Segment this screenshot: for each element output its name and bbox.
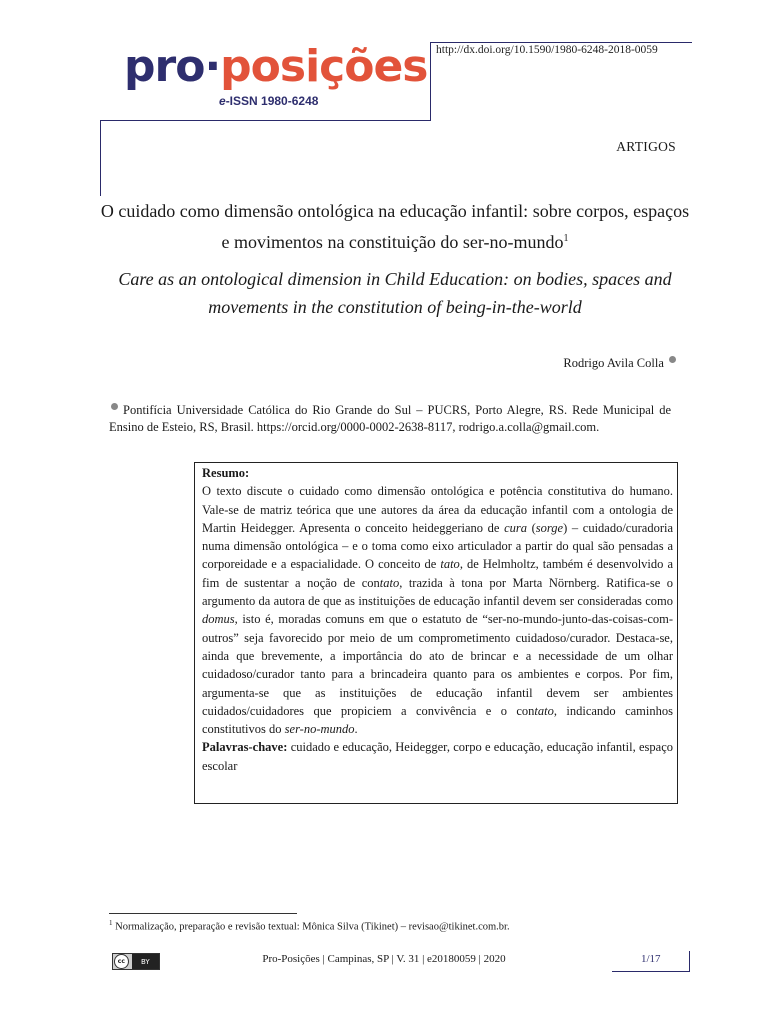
abstract-term-ser-no-mundo: ser-no-mundo bbox=[284, 722, 355, 737]
abstract-term-domus: domus bbox=[202, 612, 235, 627]
page-footer: Pro-Posições | Campinas, SP | V. 31 | e20180059 | 2020 bbox=[262, 953, 506, 965]
abstract-box bbox=[194, 462, 678, 804]
abstract-term-tato: tato bbox=[440, 557, 460, 572]
author bbox=[563, 356, 676, 371]
header-divider-vertical bbox=[430, 42, 431, 121]
issn-number: -ISSN 1980-6248 bbox=[225, 94, 319, 108]
header-divider-left bbox=[100, 120, 101, 196]
keywords-label: Palavras-chave: bbox=[202, 740, 288, 755]
orcid-icon[interactable] bbox=[669, 356, 676, 363]
cc-text: cc bbox=[117, 958, 125, 965]
abstract-seg: O texto discute o cuidado como dimensão ontológica e potência constitutiva do humano. Vale-se de matriz teórica que une autores da área da educação infantil com a ontologia de Martin Heidegger. Apresenta o conceito heideggeriano de bbox=[202, 484, 673, 535]
abstract-term-contato: tato bbox=[534, 703, 554, 718]
abstract-seg: . bbox=[354, 722, 358, 737]
abstract-seg: ( bbox=[526, 520, 536, 535]
abstract-text bbox=[202, 482, 673, 738]
abstract-seg: , trazida à tona por Marta Nörnberg. Ratifica-se o argumento da autora de que as instituições de educação infantil devem ser consideradas como bbox=[202, 575, 673, 609]
affiliation-text: Pontifícia Universidade Católica do Rio Grande do Sul – PUCRS, Porto Alegre, RS. Rede Municipal de Ensino de Esteio, RS, Brasil. https://orcid.org/0000-0002-2638-8117, rodrigo.a.colla@gmail.com. bbox=[109, 403, 672, 434]
abstract-label: Resumo: bbox=[202, 466, 250, 480]
title-english: Care as an ontological dimension in Child Education: on bodies, spaces and movements in the constitution of being-in-the-world bbox=[118, 269, 672, 317]
abstract-seg: ) – cuidado/curadoria numa dimensão ontológica – e o toma como eixo articulador a partir do qual são pensadas a corporeidade e a espacialidade. O conceito de bbox=[202, 520, 674, 572]
title-footnote-marker[interactable]: 1 bbox=[563, 233, 569, 244]
footnote-divider bbox=[109, 913, 297, 914]
footnote-number: 1 bbox=[109, 919, 113, 927]
logo-pro: pro bbox=[124, 41, 205, 92]
cc-by-text: BY bbox=[140, 957, 150, 966]
page-number: 1/17 bbox=[641, 953, 661, 965]
author-name: Rodrigo Avila Colla bbox=[563, 356, 664, 370]
header-divider-horizontal bbox=[100, 120, 430, 121]
logo-posicoes: posições bbox=[220, 41, 428, 92]
page-number-box bbox=[612, 951, 690, 972]
title-pt-text: O cuidado como dimensão ontológica na educação infantil: sobre corpos, espaços e movimentos na constituição do ser-no-mundo bbox=[100, 201, 690, 252]
keywords-text: cuidado e educação, Heidegger, corpo e educação, educação infantil, espaço escolar bbox=[202, 740, 673, 773]
logo-dot: · bbox=[204, 41, 221, 92]
abstract-term-cura: cura bbox=[504, 520, 527, 535]
header-divider-top bbox=[430, 42, 692, 43]
footnote bbox=[109, 919, 510, 933]
abstract-seg: , indicando caminhos constitutivos do bbox=[202, 703, 673, 737]
abstract-seg: , isto é, moradas comuns em que o estatuto de “ser-no-mundo-junto-das-coisas-com-outros” seja favorecido por meio de um comprometimento cuidadoso/curador. Destaca-se, ainda que brevemente, a importância do ato de brincar e a necessidade de um olhar cuidadoso/curador tanto para a brincadeira quanto para os ambientes e corpos. Por fim, argumenta-se que as instituições de educação infantil devem ser ambientes cuidados/cuidadores que propiciem a convivência e o con bbox=[202, 612, 673, 718]
title-portuguese bbox=[100, 198, 690, 256]
doi-link[interactable]: http://dx.doi.org/10.1590/1980-6248-2018-0059 bbox=[436, 44, 658, 56]
keywords bbox=[202, 738, 673, 775]
footnote-text: Normalização, preparação e revisão textual: Mônica Silva (Tikinet) – revisao@tikinet.com.br. bbox=[112, 921, 510, 933]
orcid-icon[interactable] bbox=[111, 403, 118, 410]
section-label: ARTIGOS bbox=[616, 139, 676, 154]
abstract-term-contato: tato bbox=[379, 575, 400, 590]
journal-logo bbox=[124, 40, 428, 94]
issn-prefix: e bbox=[219, 94, 226, 108]
affiliation bbox=[109, 402, 671, 436]
abstract-term-sorge: sorge bbox=[535, 520, 564, 535]
abstract-seg: , de Helmholtz, também é desenvolvido a fim de sustentar a noção de con bbox=[202, 557, 673, 590]
issn bbox=[219, 94, 318, 108]
